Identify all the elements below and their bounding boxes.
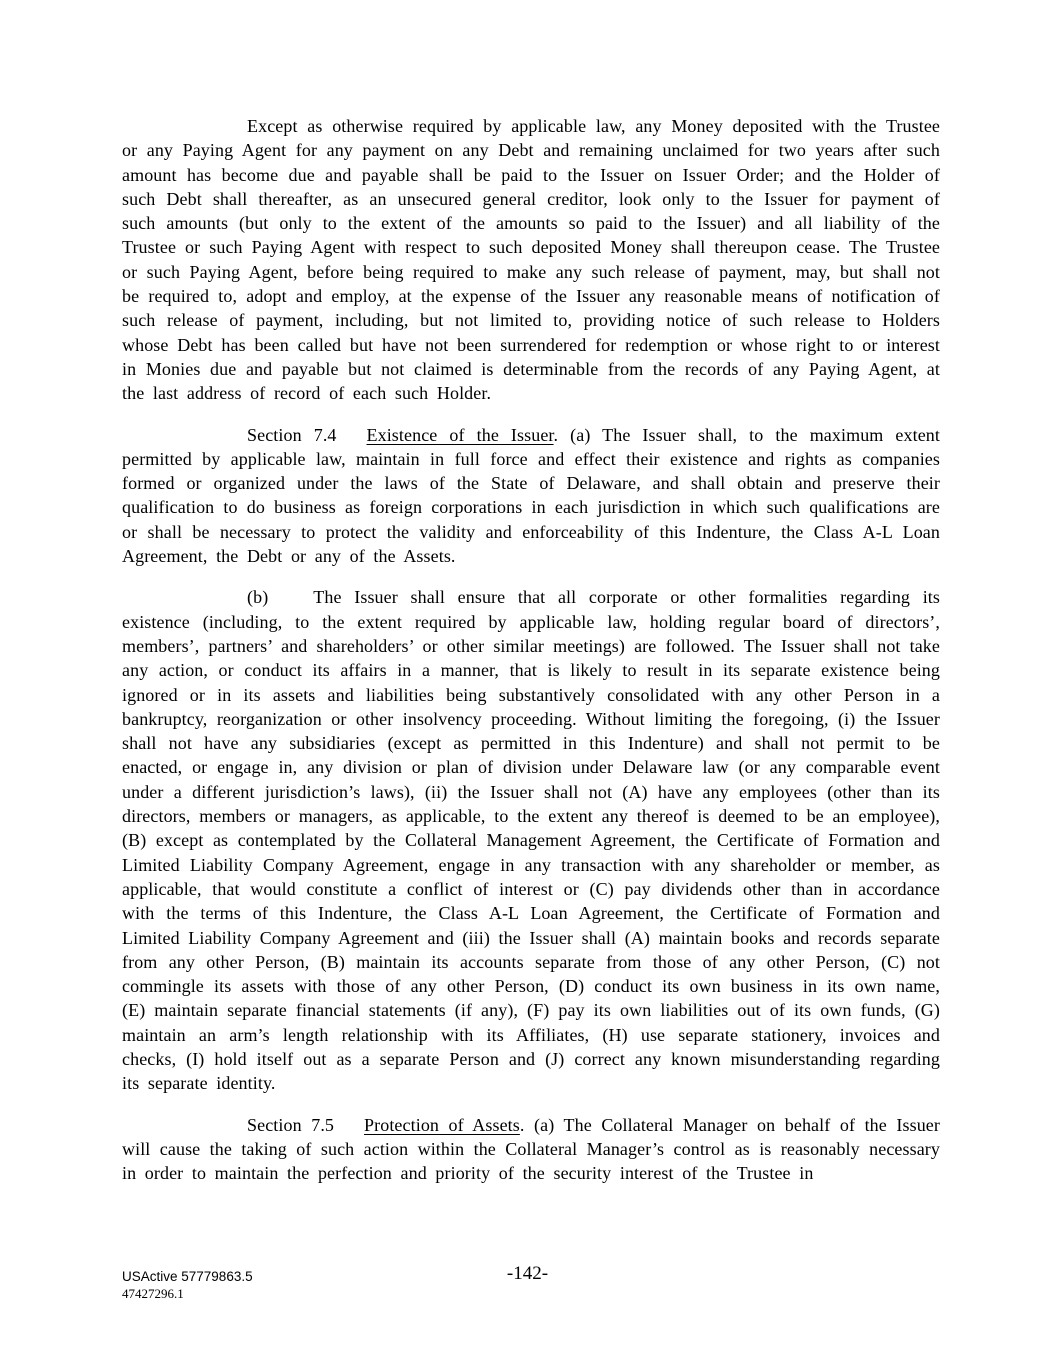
page-footer [0, 1262, 1055, 1322]
doc-reference-usactive: USActive 57779863.5 [122, 1269, 253, 1284]
page-number: -142- [506, 1263, 549, 1284]
paragraph-unclaimed-money: Except as otherwise required by applicable law, any Money deposited with the Trustee or any Paying Agent for any payment on any Debt and remaining unclaimed for two years after such amount has become due and payable shall be paid to the Issuer on Issuer Order; and the Holder of such Debt shall thereafter, as an unsecured general creditor, look only to the Issuer for payment of such amounts (but only to the extent of the amounts so paid to the Issuer) and all liability of the Trustee or such Paying Agent with respect to such deposited Money shall thereupon cease. The Trustee or such Paying Agent, before being required to make any such release of payment, may, but shall not be required to, adopt and employ, at the expense of the Issuer any reasonable means of notification of such release of payment, including, but not limited to, providing notice of such release to Holders whose Debt has been called but have not been surrendered for redemption or whose right to or interest in Monies due and payable but not claimed is determinable from the records of any Paying Agent, at the last address of record of each such Holder. [122, 116, 940, 404]
section-7-5-number: Section 7.5 [247, 1114, 335, 1135]
document-body [122, 114, 940, 1202]
paragraph-section-7-5 [122, 1113, 940, 1186]
section-7-4-title: Existence of the Issuer [366, 424, 554, 445]
section-7-4-number: Section 7.4 [247, 424, 337, 445]
paragraph-section-7-4 [122, 423, 940, 569]
section-7-5-text: . (a) The Collateral Manager on behalf of the Issuer will cause the taking of such action within the Collateral Manager’s control as is reasonably necessary in order to maintain the perfection and priority of the security interest of the Trustee in [122, 1114, 940, 1184]
subsection-b-label: (b) [247, 587, 269, 608]
doc-reference-number: 47427296.1 [122, 1286, 184, 1301]
section-7-5-title: Protection of Assets [364, 1114, 520, 1135]
subsection-b-text: The Issuer shall ensure that all corporate or other formalities regarding its existence (including, to the extent required by applicable law, holding regular board of directors’, members’, partners’ and shareholders’ or other similar meetings) are followed. The Issuer shall not take any action, or conduct its affairs in a manner, that is likely to result in its separate existence being ignored or in its assets and liabilities being substantively consolidated with any other Person in a bankruptcy, reorganization or other insolvency proceeding. Without limiting the foregoing, (i) the Issuer shall not have any subsidiaries (except as permitted in this Indenture) and shall not permit to be enacted, or engage in, any division or plan of division under Delaware law (or any comparable event under a different jurisdiction’s laws), (ii) the Issuer shall not (A) have any employees (other than its directors, members or managers, as applicable, to the extent any thereof is deemed to be an employee), (B) except as contemplated by the Collateral Management Agreement, the Certificate of Formation and Limited Liability Company Agreement, engage in any transaction with any shareholder or member, as applicable, that would constitute a conflict of interest or (C) pay dividends other than in accordance with the terms of this Indenture, the Class A-L Loan Agreement, the Certificate of Formation and Limited Liability Company Agreement and (iii) the Issuer shall (A) maintain books and records separate from any other Person, (B) maintain its accounts separate from those of any other Person, (C) not commingle its assets with those of any other Person, (D) conduct its own business in its own name, (E) maintain separate financial statements (if any), (F) pay its own liabilities out of its own funds, (G) maintain an arm’s length relationship with its Affiliates, (H) use separate stationery, invoices and checks, (I) hold itself out as a separate Person and (J) correct any known misunderstanding regarding its separate identity. [122, 587, 940, 1094]
section-7-4-text: . (a) The Issuer shall, to the maximum extent permitted by applicable law, maintain in full force and effect their existence and rights as companies formed or organized under the laws of the State of Delaware, and shall obtain and preserve their qualification to do business as foreign corporations in each jurisdiction in which such qualifications are or shall be necessary to protect the validity and enforceability of this Indenture, the Class A-L Loan Agreement, the Debt or any of the Assets. [122, 424, 940, 567]
paragraph-subsection-b [122, 585, 940, 1095]
